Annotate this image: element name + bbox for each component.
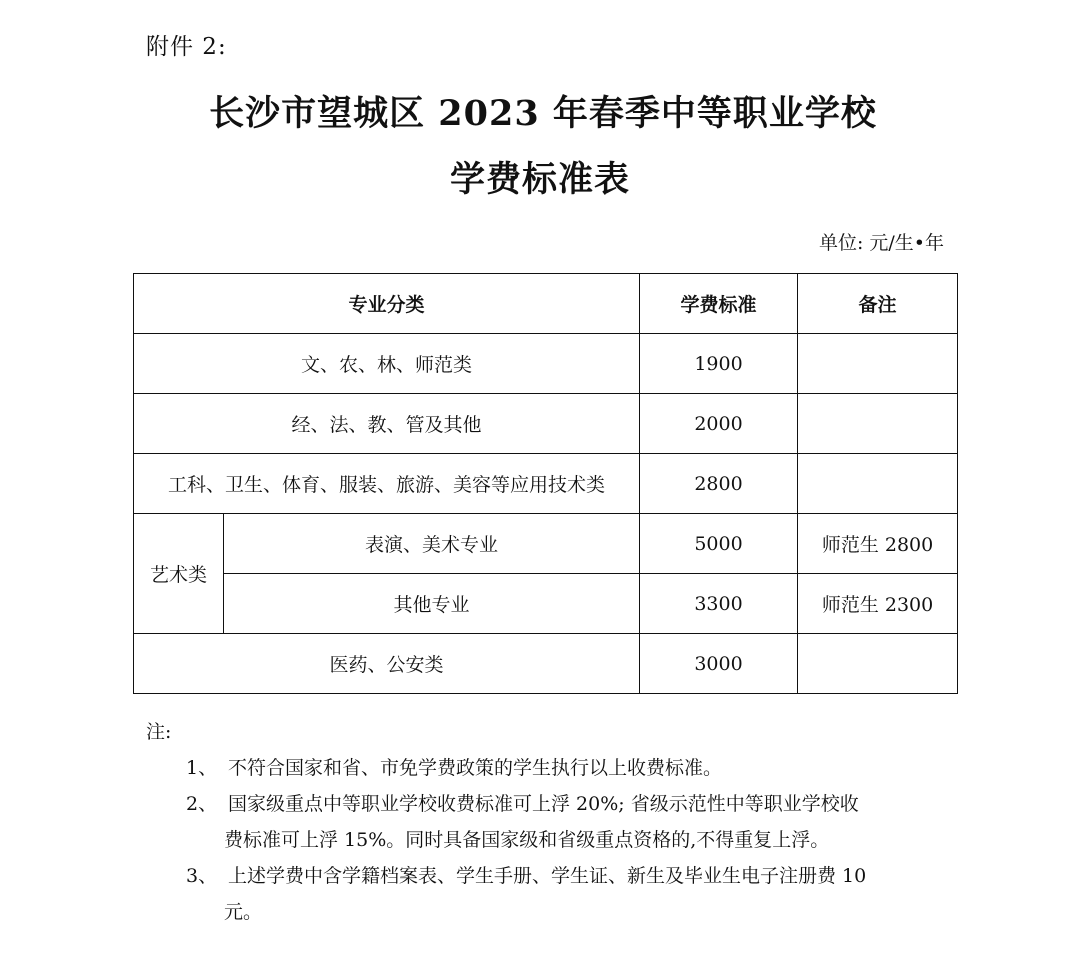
document-title-line2: 学费标准表	[449, 159, 630, 200]
note-text: 不符合国家和省、市免学费政策的学生执行以上收费标准。	[228, 757, 723, 779]
row-fee: 2000	[640, 394, 798, 454]
row-category: 工科、卫生、体育、服装、旅游、美容等应用技术类	[134, 454, 640, 514]
attachment-label: 附件 2:	[146, 34, 227, 60]
row-category: 经、法、教、管及其他	[134, 394, 640, 454]
row-remark	[798, 334, 958, 394]
row-remark	[798, 454, 958, 514]
note-item	[186, 786, 859, 822]
row-remark	[798, 394, 958, 454]
note-text: 国家级重点中等职业学校收费标准可上浮 20%; 省级示范性中等职业学校收	[228, 793, 859, 815]
note-text: 上述学费中含学籍档案表、学生手册、学生证、新生及毕业生电子注册费 10	[228, 865, 867, 887]
row-category: 表演、美术专业	[224, 514, 640, 574]
header-fee: 学费标准	[640, 274, 798, 334]
row-category: 文、农、林、师范类	[134, 334, 640, 394]
note-number: 1、	[186, 757, 218, 779]
note-text-continued: 费标准可上浮 15%。同时具备国家级和省级重点资格的,不得重复上浮。	[224, 829, 830, 851]
note-text-continued: 元。	[224, 901, 263, 923]
table-row	[134, 514, 958, 574]
row-fee: 2800	[640, 454, 798, 514]
note-number: 3、	[186, 865, 218, 887]
table-row	[134, 394, 958, 454]
header-category: 专业分类	[134, 274, 640, 334]
row-category: 医药、公安类	[134, 634, 640, 694]
document-title-line1: 长沙市望城区 2023 年春季中等职业学校	[209, 93, 877, 134]
table-row	[134, 454, 958, 514]
header-remark: 备注	[798, 274, 958, 334]
table-row	[134, 574, 958, 634]
fee-table	[133, 273, 958, 694]
row-remark: 师范生 2800	[798, 514, 958, 574]
row-remark	[798, 634, 958, 694]
note-number: 2、	[186, 793, 218, 815]
row-fee: 1900	[640, 334, 798, 394]
unit-label: 单位: 元/生•年	[818, 232, 944, 254]
notes-title: 注:	[146, 721, 172, 743]
table-row	[134, 634, 958, 694]
note-item	[186, 858, 866, 894]
row-fee: 3300	[640, 574, 798, 634]
table-header-row	[134, 274, 958, 334]
row-category: 其他专业	[224, 574, 640, 634]
row-remark: 师范生 2300	[798, 574, 958, 634]
row-fee: 5000	[640, 514, 798, 574]
note-item	[186, 750, 722, 786]
table-row	[134, 334, 958, 394]
row-fee: 3000	[640, 634, 798, 694]
art-group-label: 艺术类	[134, 514, 224, 634]
